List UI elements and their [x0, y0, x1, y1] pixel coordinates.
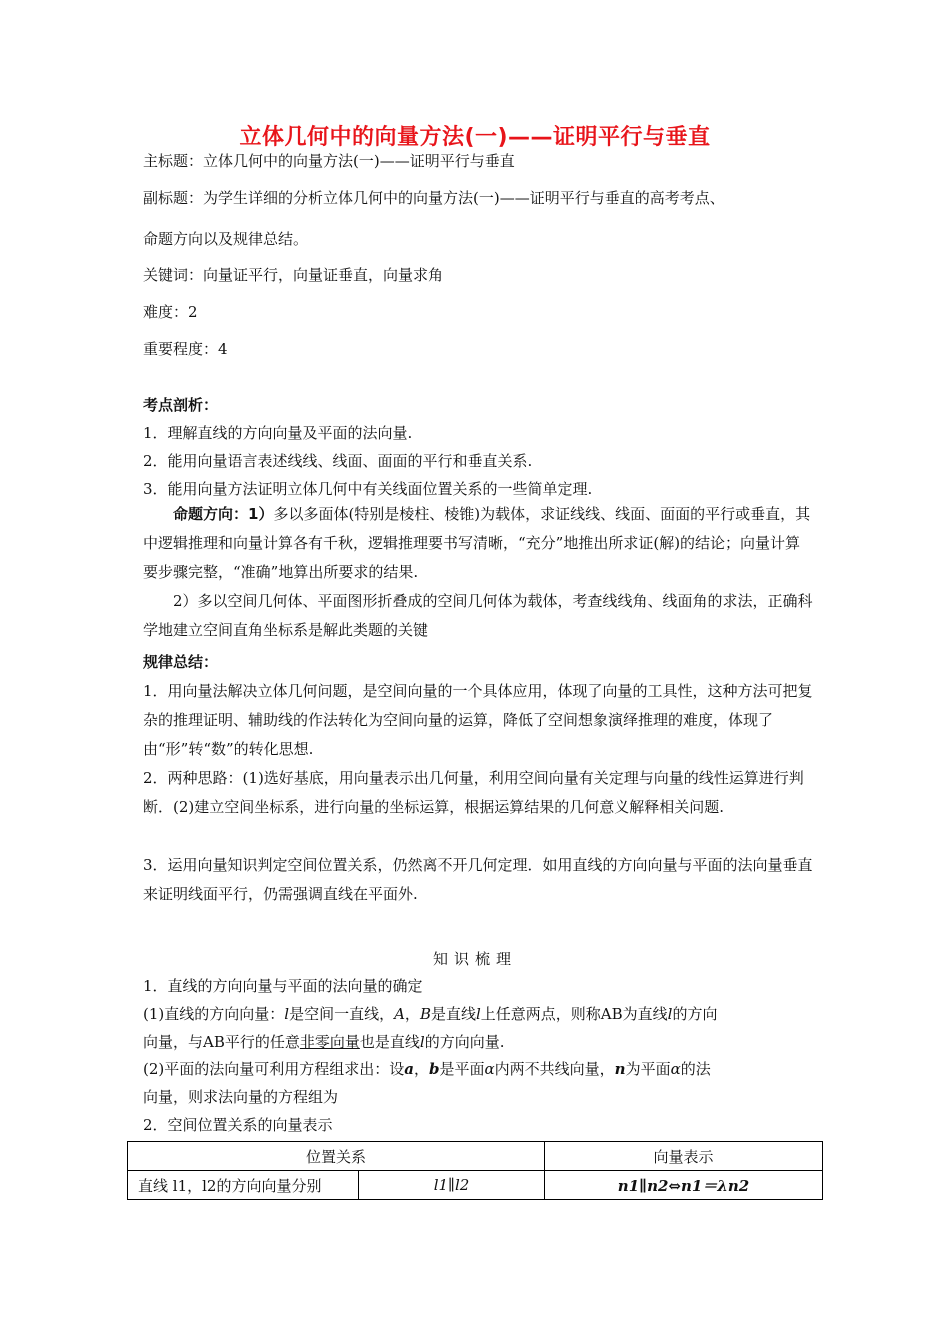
- kaodian-item-1: 1．理解直线的方向向量及平面的法向量.: [143, 424, 413, 442]
- table-row: [128, 1171, 823, 1200]
- mingti-paragraph-1: [143, 500, 813, 587]
- vector-representation-table: [127, 1141, 823, 1200]
- main-title-line: 主标题：立体几何中的向量方法(一)——证明平行与垂直: [143, 152, 515, 170]
- zhishi-1-1-line-2: 向量，与AB平行的任意非零向量也是直线l的方向向量.: [143, 1033, 505, 1051]
- zhishi-1-2-line-1: (2)平面的法向量可利用方程组求出：设a，b是平面α内两不共线向量，n为平面α的法: [143, 1060, 711, 1078]
- kaodian-heading: 考点剖析：: [143, 396, 219, 414]
- zhishi-1-1-line-1: (1)直线的方向向量：l是空间一直线，A，B是直线l上任意两点，则称AB为直线l的方向: [143, 1005, 718, 1023]
- zhishi-heading: 知识梳理: [432, 950, 517, 968]
- zhishi-section-1: 1．直线的方向向量与平面的法向量的确定: [143, 977, 423, 995]
- mingti-paragraph-2: 2）多以空间几何体、平面图形折叠成的空间几何体为载体，考查线线角、线面角的求法，正确科学地建立空间直角坐标系是解此类题的关键: [143, 592, 813, 639]
- kaodian-item-3: 3．能用向量方法证明立体几何中有关线面位置关系的一些简单定理.: [143, 480, 593, 498]
- guilv-item-3: 3．运用向量知识判定空间位置关系，仍然离不开几何定理．如用直线的方向向量与平面的法向量垂直来证明线面平行，仍需强调直线在平面外.: [143, 856, 813, 903]
- table-header-vector: 向量表示: [545, 1142, 823, 1171]
- difficulty-line: 难度：2: [143, 303, 198, 321]
- guilv-heading: 规律总结：: [143, 653, 219, 671]
- guilv-item-1: 1．用向量法解决立体几何问题，是空间向量的一个具体应用，体现了向量的工具性，这种方法可把复杂的推理证明、辅助线的作法转化为空间向量的运算，降低了空间想象演绎推理的难度，体现了由“形”转“数”的转化思想.: [143, 682, 813, 758]
- keywords-line: 关键词：向量证平行，向量证垂直，向量求角: [143, 266, 444, 284]
- table-header-row: [128, 1142, 823, 1171]
- zhishi-section-2: 2．空间位置关系的向量表示: [143, 1116, 333, 1134]
- mingti-text-1: 多以多面体(特别是棱柱、棱锥)为载体，求证线线、线面、面面的平行或垂直，其中逻辑推理和向量计算各有千秋，逻辑推理要书写清晰，“充分”地推出所求证(解)的结论；向量计算要步骤完整，“准确”地算出所要求的结果.: [143, 505, 811, 581]
- zhishi-1-2-line-2: 向量，则求法向量的方程组为: [143, 1088, 339, 1106]
- subtitle-line-2: 命题方向以及规律总结。: [143, 230, 309, 248]
- table-header-position: 位置关系: [128, 1142, 545, 1171]
- page-title: 立体几何中的向量方法(一)——证明平行与垂直: [239, 125, 711, 150]
- kaodian-item-2: 2．能用向量语言表述线线、线面、面面的平行和垂直关系.: [143, 452, 533, 470]
- guilv-item-2: 2．两种思路：(1)选好基底，用向量表示出几何量，利用空间向量有关定理与向量的线性运算进行判断．(2)建立空间坐标系，进行向量的坐标运算，根据运算结果的几何意义解释相关问题.: [143, 769, 804, 816]
- table-cell-vector-parallel: n1∥n2⇔n1＝λn2: [545, 1171, 823, 1200]
- importance-line: 重要程度：4: [143, 340, 228, 358]
- subtitle-line-1: 副标题：为学生详细的分析立体几何中的向量方法(一)——证明平行与垂直的高考考点、: [143, 189, 725, 207]
- table-cell-parallel: l1∥l2: [359, 1171, 545, 1200]
- table-cell-line-directions: 直线 l1，l2的方向向量分别: [128, 1171, 359, 1200]
- mingti-label: 命题方向：1）: [173, 505, 274, 523]
